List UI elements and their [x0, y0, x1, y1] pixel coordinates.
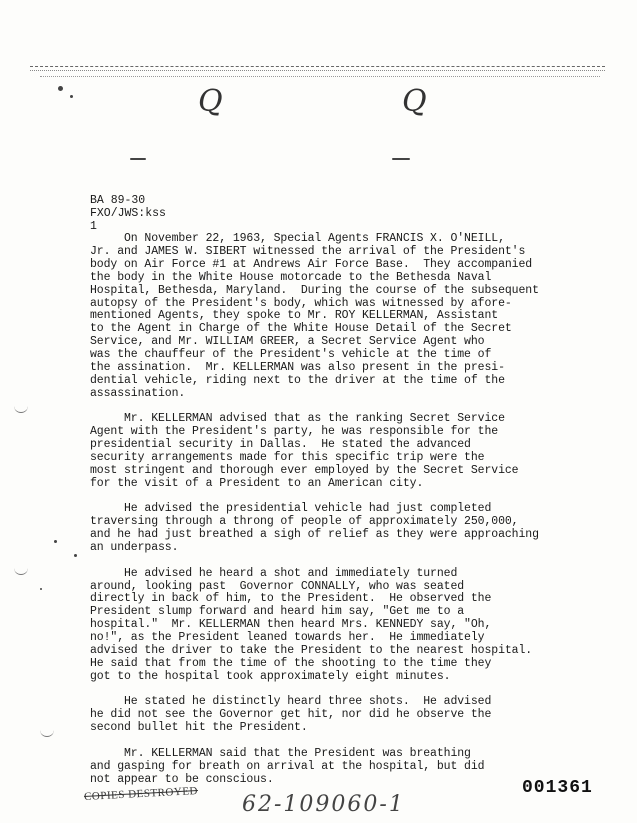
page-marker: 1	[90, 220, 97, 233]
text-line: no!", as the President leaned towards her. He immediately	[90, 631, 485, 645]
text-line: and gasping for breath on arrival at the hospital, but did	[90, 759, 485, 773]
scan-speck	[74, 554, 77, 557]
text-line: dential vehicle, riding next to the driver at the time of the	[90, 373, 505, 387]
initials-line: FXO/JWS:kss	[90, 207, 166, 220]
margin-mark	[14, 566, 28, 575]
copies-destroyed-stamp: COPIES DESTROYED	[83, 785, 199, 803]
text-line: He advised he heard a shot and immediately turned	[90, 566, 458, 580]
paragraph	[90, 568, 590, 684]
text-line: he did not see the Governor get hit, nor did he observe the	[90, 708, 492, 722]
text-line: body on Air Force #1 at Andrews Air Force Base. They accompanied	[90, 257, 533, 271]
handwritten-mark-left: Q	[198, 84, 223, 119]
text-line: for the visit of a President to an American city.	[90, 476, 424, 490]
paragraph	[90, 696, 590, 735]
text-line: advised the driver to take the President to the nearest hospital.	[90, 644, 533, 658]
text-line: second bullet hit the President.	[90, 721, 308, 735]
file-header	[90, 194, 166, 233]
scan-speck	[54, 540, 57, 543]
text-line: security arrangements made for this specific trip were the	[90, 451, 485, 465]
text-line: assassination.	[90, 386, 186, 400]
text-line: Agent with the President's party, he was responsible for the	[90, 425, 499, 439]
scan-speck	[70, 95, 73, 98]
text-line: On November 22, 1963, Special Agents FRANCIS X. O'NEILL,	[90, 232, 505, 245]
text-line: an underpass.	[90, 541, 179, 555]
text-line: Service, and Mr. WILLIAM GREER, a Secret Service Agent who	[90, 335, 485, 349]
paragraph	[90, 503, 590, 555]
text-line: presidential security in Dallas. He stated the advanced	[90, 438, 471, 452]
text-line: He stated he distinctly heard three shots. He advised	[90, 695, 492, 709]
scan-speck	[58, 86, 63, 91]
scan-speck	[40, 588, 42, 590]
text-line: was the chauffeur of the President's vehicle at the time of	[90, 348, 492, 362]
text-line: Mr. KELLERMAN said that the President was breathing	[90, 746, 471, 760]
text-line: around, looking past Governor CONNALLY, who was seated	[90, 579, 465, 593]
text-line: Jr. and JAMES W. SIBERT witnessed the arrival of the President's	[90, 244, 526, 258]
margin-mark	[14, 404, 28, 413]
text-line: to the Agent in Charge of the White House Detail of the Secret	[90, 322, 512, 336]
text-line: the body in the White House motorcade to the Bethesda Naval	[90, 270, 492, 284]
scan-speck	[392, 158, 410, 160]
text-line: mentioned Agents, they spoke to Mr. ROY KELLERMAN, Assistant	[90, 309, 499, 323]
text-line: and he had just breathed a sigh of relief as they were approaching	[90, 528, 539, 542]
top-divider-secondary	[40, 76, 600, 78]
handwritten-mark-right: Q	[402, 84, 427, 119]
top-divider	[30, 66, 605, 71]
text-line: He advised the presidential vehicle had just completed	[90, 502, 492, 516]
text-line: He said that from the time of the shooting to the time they	[90, 656, 492, 670]
page-number: 001361	[522, 778, 593, 798]
text-line: hospital." Mr. KELLERMAN then heard Mrs. KENNEDY say, "Oh,	[90, 618, 492, 632]
text-line: directly in back of him, to the President. He observed the	[90, 592, 492, 606]
text-line: Hospital, Bethesda, Maryland. During the course of the subsequent	[90, 283, 539, 297]
file-line: BA 89-30	[90, 194, 146, 207]
margin-mark	[40, 728, 54, 737]
text-line: not appear to be conscious.	[90, 772, 274, 786]
text-line: Mr. KELLERMAN advised that as the ranking Secret Service	[90, 412, 505, 426]
paragraph	[90, 748, 590, 787]
handwritten-file-number: 62-109060-1	[242, 792, 405, 817]
document-body	[90, 233, 590, 799]
paragraph	[90, 233, 590, 401]
scan-speck	[130, 158, 146, 160]
paragraph	[90, 413, 590, 490]
text-line: got to the hospital took approximately eight minutes.	[90, 669, 451, 683]
text-line: the assination. Mr. KELLERMAN was also present in the presi-	[90, 361, 505, 375]
text-line: most stringent and thorough ever employed by the Secret Service	[90, 464, 519, 477]
text-line: President slump forward and heard him say, "Get me to a	[90, 605, 465, 619]
text-line: autopsy of the President's body, which was witnessed by afore-	[90, 296, 512, 310]
text-line: traversing through a throng of people of approximately 250,000,	[90, 515, 519, 529]
